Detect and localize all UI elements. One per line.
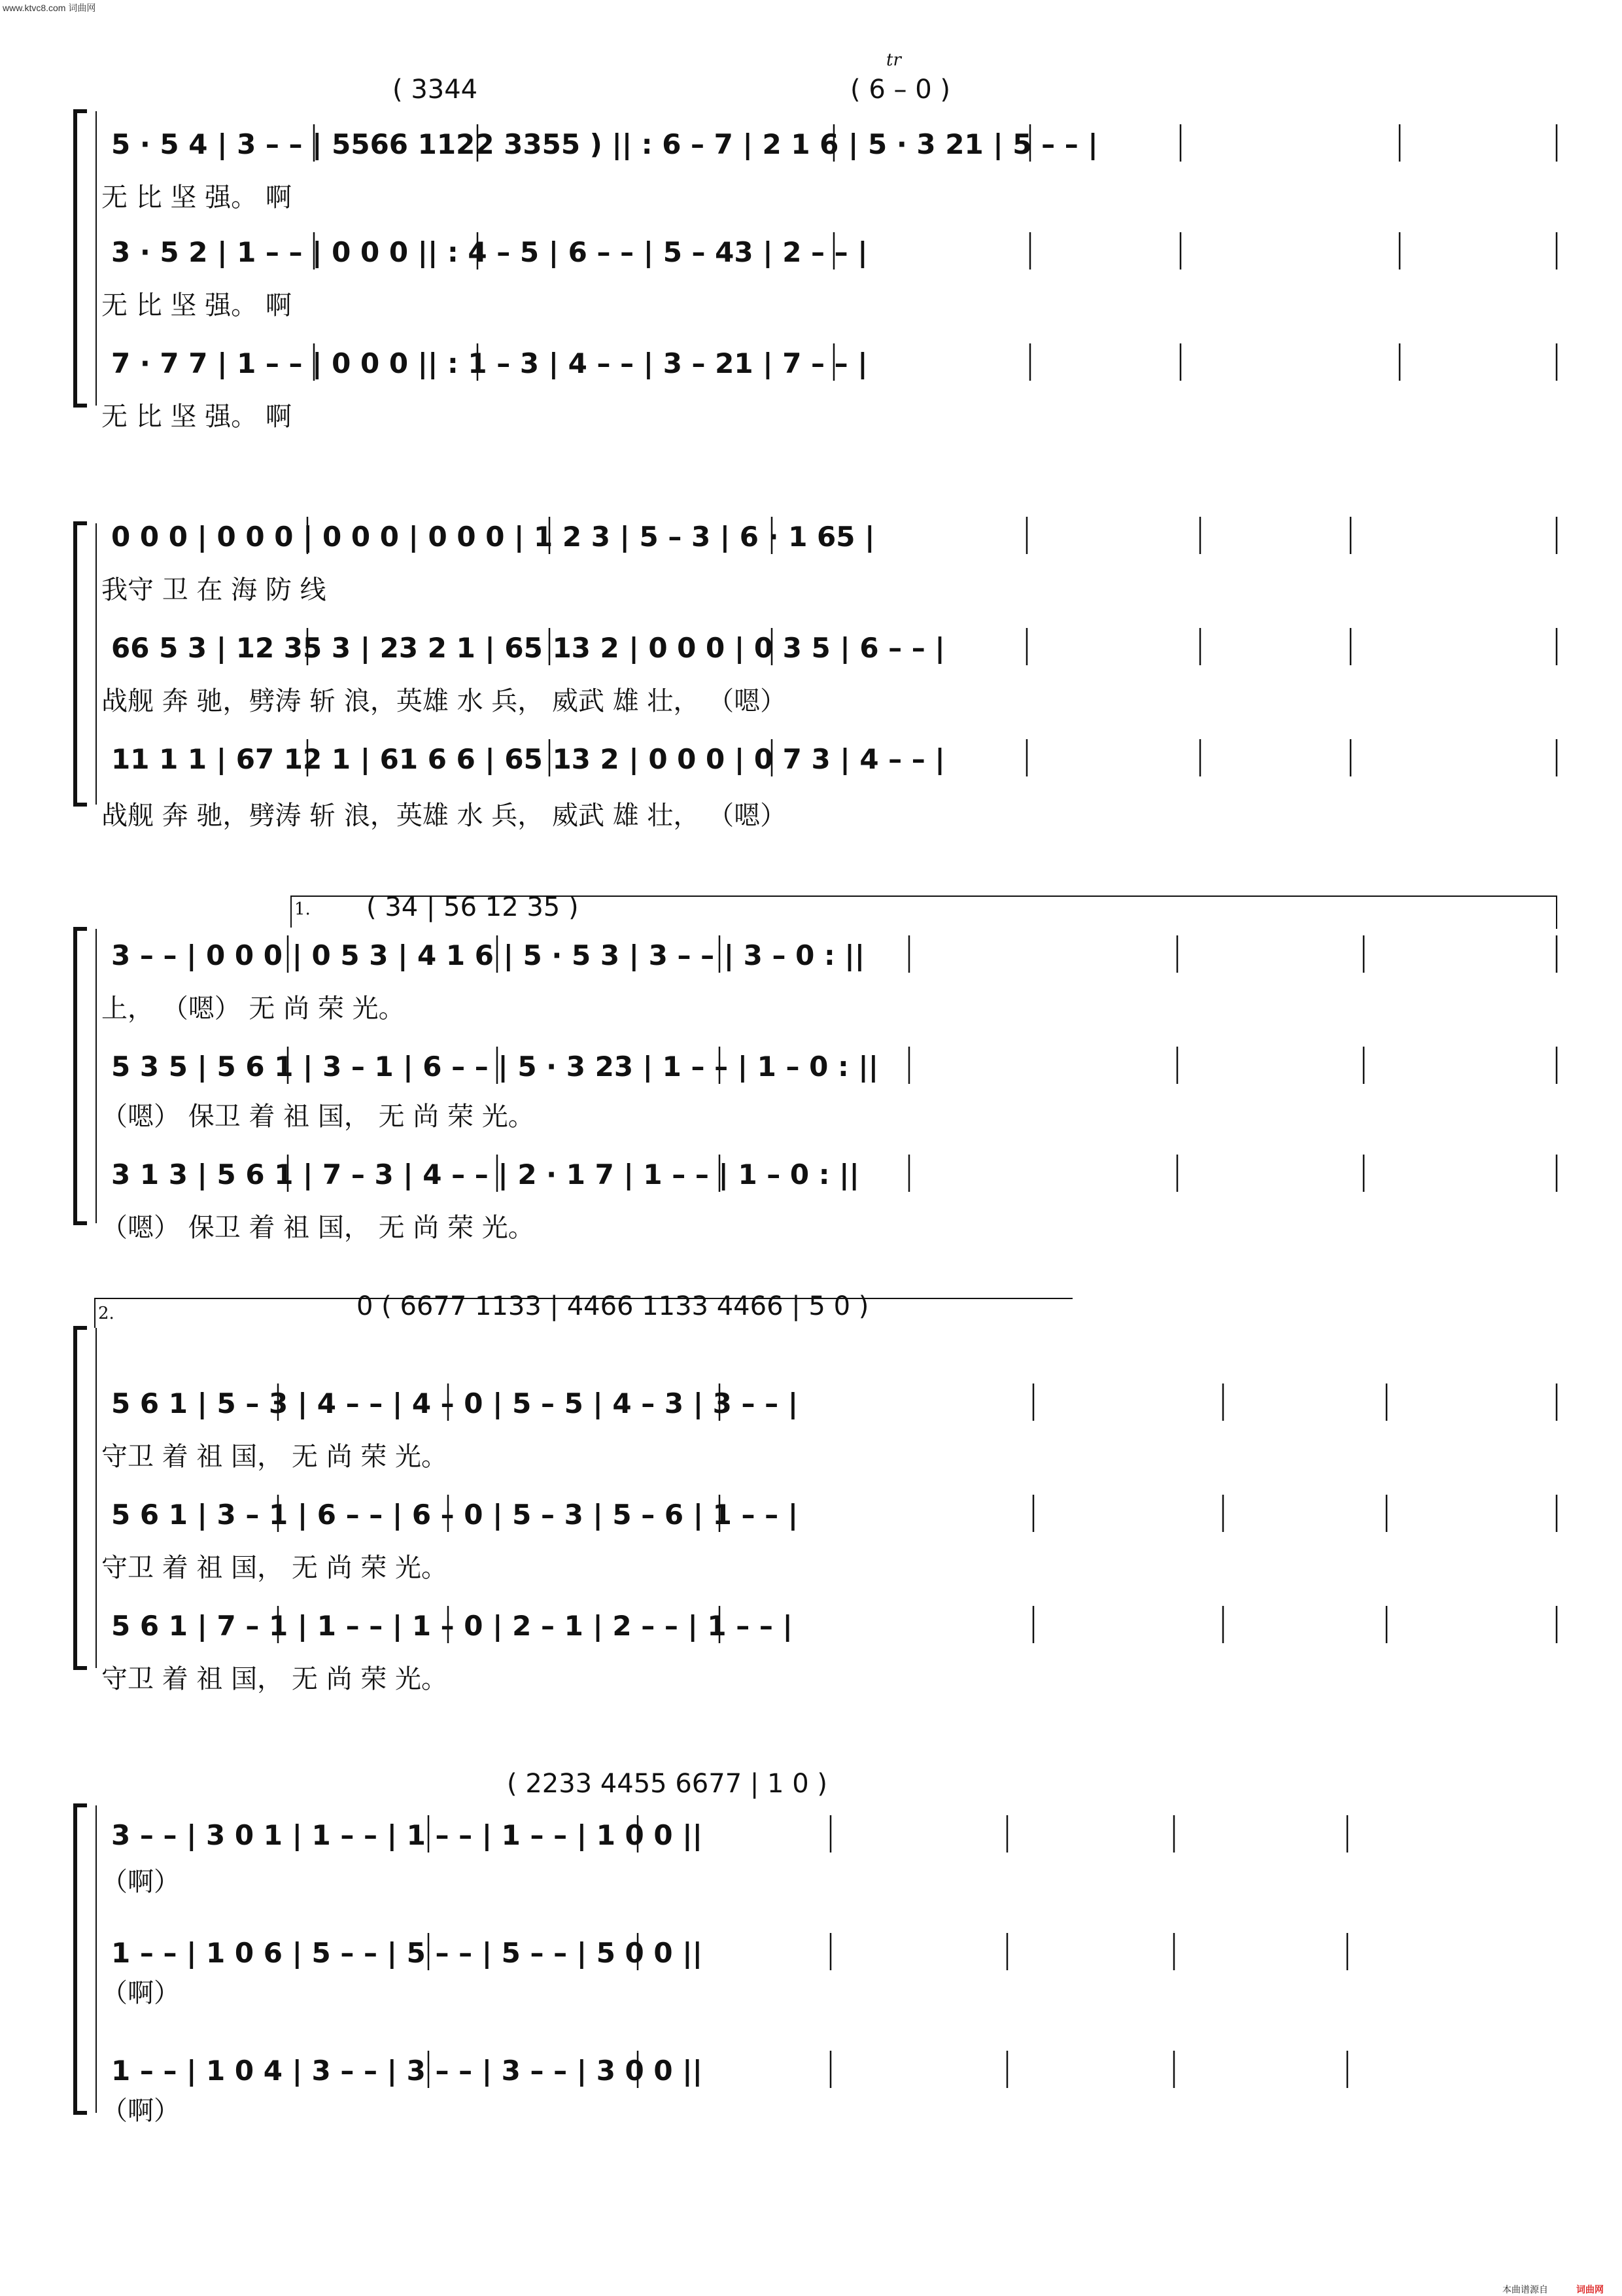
lyric-row: （啊） xyxy=(101,2096,180,2126)
system-bracket xyxy=(75,111,87,406)
lyric-row: 无 比 坚 强。 啊 xyxy=(101,183,292,213)
system-3 xyxy=(75,892,1557,1243)
lyric-row: 无 比 坚 强。 啊 xyxy=(101,290,292,321)
system-bracket xyxy=(75,1328,87,1668)
note-row: 1 – – | 1 0 6 | 5 – – | 5 – – | 5 – – | 5 0 0 || xyxy=(111,1937,702,1969)
lyric-row: （嗯） 保卫 着 祖 国， 无 尚 荣 光。 xyxy=(101,1102,534,1132)
lyric-row: 战舰 奔 驰，劈涛 斩 浪，英雄 水 兵， 威武 雄 壮， （嗯） xyxy=(101,686,787,716)
note-row: 5 6 1 | 3 – 1 | 6 – – | 6 – 0 | 5 – 3 | 5 – 6 | 1 – – | xyxy=(111,1499,799,1531)
note-row: 5 6 1 | 5 – 3 | 4 – – | 4 – 0 | 5 – 5 | 4 – 3 | 3 – – | xyxy=(111,1387,799,1419)
note-row: 3 1 3 | 5 6 1 | 7 – 3 | 4 – – | 2 · 1 7 | 1 – – | 1 – 0 : || xyxy=(111,1158,859,1191)
score-systems xyxy=(75,75,1557,2126)
note-row: 11 1 1 | 67 12 1 | 61 6 6 | 65 13 2 | 0 0 0 | 0 7 3 | 4 – – | xyxy=(111,743,945,775)
lyric-row: 守卫 着 祖 国， 无 尚 荣 光。 xyxy=(101,1442,448,1472)
lyric-row: （啊） xyxy=(101,1867,180,1897)
lyric-row: 守卫 着 祖 国， 无 尚 荣 光。 xyxy=(101,1664,448,1694)
interlude-annotation: ( 6 – 0 ) xyxy=(850,75,950,105)
interlude-annotation: ( 2233 4455 6677 | 1 0 ) xyxy=(507,1769,827,1799)
interlude-annotation: ( 34 | 56 12 35 ) xyxy=(366,892,579,922)
lyric-row: 战舰 奔 驰，劈涛 斩 浪，英雄 水 兵， 威武 雄 壮， （嗯） xyxy=(101,801,787,831)
note-row: 7 · 7 7 | 1 – – | 0 0 0 || : 1 – 3 | 4 – – | 3 – 21 | 7 – – | xyxy=(111,347,868,379)
interlude-annotation: ( 3344 xyxy=(392,75,478,105)
volta-2-label: 2. xyxy=(98,1304,114,1323)
note-row: 5 6 1 | 7 – 1 | 1 – – | 1 – 0 | 2 – 1 | 2 – – | 1 – – | xyxy=(111,1610,793,1642)
system-bracket xyxy=(75,929,87,1223)
note-row: 5 · 5 4 | 3 – – | 5566 1122 3355 ) || : 6 – 7 | 2 1 6 | 5 · 3 21 | 5 – – | xyxy=(111,128,1098,160)
footer-brand: 词曲网 xyxy=(1576,2284,1604,2295)
note-row: 66 5 3 | 12 35 3 | 23 2 1 | 65 13 2 | 0 0 0 | 0 3 5 | 6 – – | xyxy=(111,632,945,664)
site-watermark: www.ktvc8.com 词曲网 xyxy=(3,3,96,13)
note-row: 3 – – | 0 0 0 | 0 5 3 | 4 1 6 | 5 · 5 3 | 3 – – | 3 – 0 : || xyxy=(111,939,865,971)
system-2 xyxy=(75,517,1557,831)
interlude-annotation: 0 ( 6677 1133 | 4466 1133 4466 | 5 0 ) xyxy=(356,1291,869,1321)
lyric-row: 我守 卫 在 海 防 线 xyxy=(101,575,326,605)
footer-source-note: 本曲谱源自 xyxy=(1502,2284,1548,2295)
note-row: 1 – – | 1 0 4 | 3 – – | 3 – – | 3 – – | 3 0 0 || xyxy=(111,2055,702,2087)
lyric-row: （啊） xyxy=(101,1978,180,2008)
system-bracket xyxy=(75,523,87,805)
system-bracket xyxy=(75,1805,87,2113)
lyric-row: 上， （嗯） 无 尚 荣 光。 xyxy=(101,994,405,1024)
lyric-row: 无 比 坚 强。 啊 xyxy=(101,402,292,432)
system-5 xyxy=(75,1769,1347,2126)
lyric-row: 守卫 着 祖 国， 无 尚 荣 光。 xyxy=(101,1553,448,1583)
lyric-row: （嗯） 保卫 着 祖 国， 无 尚 荣 光。 xyxy=(101,1213,534,1243)
volta-1-label: 1. xyxy=(294,899,311,919)
system-4 xyxy=(75,1291,1557,1694)
note-row: 3 · 5 2 | 1 – – | 0 0 0 || : 4 – 5 | 6 – – | 5 – 43 | 2 – – | xyxy=(111,236,868,268)
note-row: 0 0 0 | 0 0 0 | 0 0 0 | 0 0 0 | 1 2 3 | 5 – 3 | 6 · 1 65 | xyxy=(111,521,875,553)
note-row: 5 3 5 | 5 6 1 | 3 – 1 | 6 – – | 5 · 3 23 | 1 – – | 1 – 0 : || xyxy=(111,1051,879,1083)
system-1 xyxy=(75,75,1557,432)
note-row: 3 – – | 3 0 1 | 1 – – | 1 – – | 1 – – | 1 0 0 || xyxy=(111,1819,702,1851)
trill-ornament: tr xyxy=(886,50,901,70)
